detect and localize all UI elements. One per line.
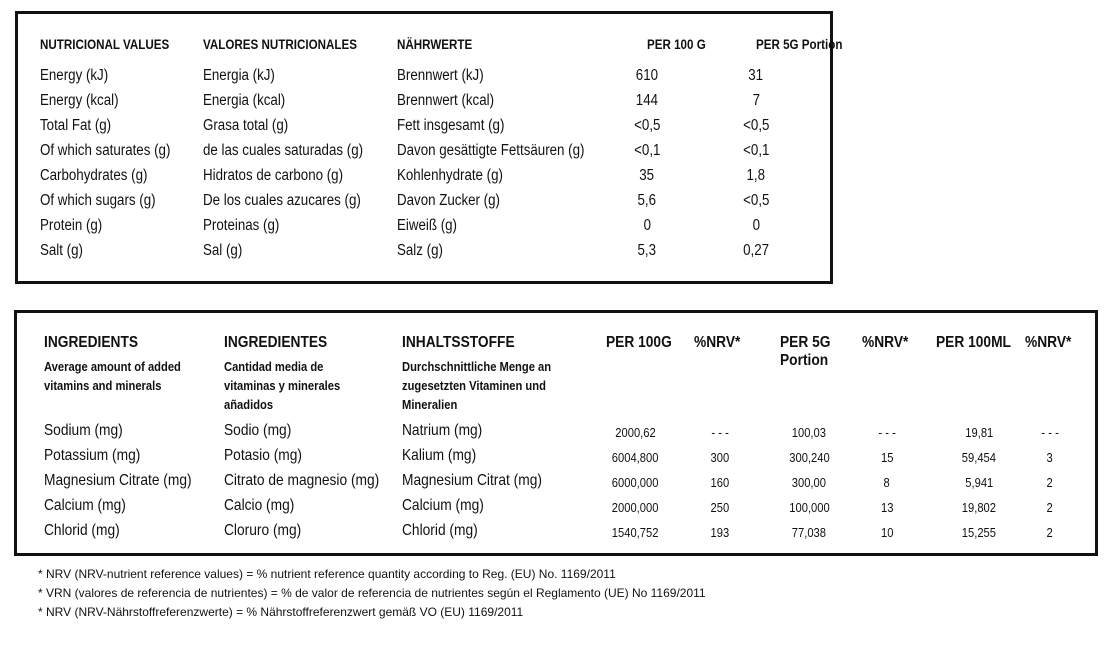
nutrition-cell: 1,8: [746, 167, 766, 184]
ingredients-cell: Kalium (mg): [402, 447, 477, 464]
nutrition-cell: Salz (g): [397, 242, 443, 259]
ingredients-header: INHALTSSTOFFE: [402, 334, 515, 351]
nutrition-cell: 5,3: [637, 242, 657, 259]
nutrition-header: PER 5G Portion: [756, 37, 843, 52]
ingredients-cell: Magnesium Citrat (mg): [402, 472, 542, 489]
nutrition-cell: Salt (g): [40, 242, 83, 259]
ingredients-header: INGREDIENTS: [44, 334, 139, 351]
nutrition-cell: De los cuales azucares (g): [203, 192, 361, 209]
nutrition-cell: Kohlenhydrate (g): [397, 167, 503, 184]
footnote: * NRV (NRV-Nährstoffreferenzwerte) = % Nährstoffreferenzwert gemäß VO (EU) 1169/2011: [38, 605, 524, 619]
ingredients-header: PER 100G: [606, 334, 672, 351]
ingredients-header: %NRV*: [862, 334, 909, 351]
nutrition-cell: Hidratos de carbono (g): [203, 167, 344, 184]
nutrition-cell: 144: [635, 92, 659, 109]
nutrition-cell: Of which sugars (g): [40, 192, 156, 209]
ingredients-cell: Citrato de magnesio (mg): [224, 472, 380, 489]
nutrition-cell: de las cuales saturadas (g): [203, 142, 364, 159]
ingredients-cell: 6000,000: [611, 475, 659, 490]
ingredients-cell: 193: [710, 525, 730, 540]
nutrition-header: NÄHRWERTE: [397, 37, 473, 52]
ingredients-cell: 300,240: [788, 450, 830, 465]
nutrition-cell: <0,5: [633, 117, 661, 134]
ingredients-header: PER 5G Portion: [780, 334, 831, 369]
ingredients-cell: 59,454: [961, 450, 997, 465]
nutrition-table: [15, 11, 843, 284]
ingredients-cell: Natrium (mg): [402, 422, 483, 439]
nutrition-cell: Sal (g): [203, 242, 243, 259]
ingredients-cell: 19,802: [961, 500, 997, 515]
nutrition-cell: Total Fat (g): [40, 117, 112, 134]
nutrition-cell: 35: [639, 167, 655, 184]
nutrition-cell: Of which saturates (g): [40, 142, 171, 159]
nutrition-cell: Energia (kcal): [203, 92, 286, 109]
ingredients-cell: 300: [710, 450, 730, 465]
ingredients-cell: 77,038: [791, 525, 827, 540]
ingredients-cell: 250: [710, 500, 730, 515]
nutrition-cell: Energy (kJ): [40, 67, 109, 84]
ingredients-subheader: Durchschnittliche Menge an zugesetzten Vitaminen und Mineralien: [402, 359, 552, 412]
nutrition-cell: Davon Zucker (g): [397, 192, 500, 209]
ingredients-cell: 2: [1046, 525, 1054, 540]
ingredients-cell: - - -: [711, 425, 729, 440]
ingredients-header: PER 100ML: [936, 334, 1011, 351]
ingredients-cell: - - -: [878, 425, 896, 440]
ingredients-cell: 2: [1046, 500, 1054, 515]
ingredients-cell: 100,000: [788, 500, 830, 515]
ingredients-cell: 1540,752: [611, 525, 659, 540]
ingredients-cell: 300,00: [791, 475, 827, 490]
nutrition-cell: Carbohydrates (g): [40, 167, 148, 184]
ingredients-table: [14, 310, 1098, 556]
nutrition-cell: Protein (g): [40, 217, 103, 234]
ingredients-cell: Calcium (mg): [44, 497, 126, 514]
nutrition-header: VALORES NUTRICIONALES: [203, 37, 357, 52]
nutrition-header: NUTRICIONAL VALUES: [40, 37, 170, 52]
nutrition-cell: 0,27: [743, 242, 769, 259]
ingredients-cell: 3: [1046, 450, 1054, 465]
nutrition-cell: 7: [752, 92, 760, 109]
ingredients-cell: 15: [880, 450, 894, 465]
ingredients-cell: Calcium (mg): [402, 497, 484, 514]
nutrition-cell: Brennwert (kJ): [397, 67, 484, 84]
ingredients-subheader: Cantidad media de vitaminas y minerales añadidos: [224, 359, 341, 412]
ingredients-cell: 2000,000: [611, 500, 659, 515]
ingredients-cell: 160: [710, 475, 730, 490]
nutrition-cell: 5,6: [637, 192, 657, 209]
ingredients-cell: Sodium (mg): [44, 422, 123, 439]
nutrition-cell: Energy (kcal): [40, 92, 119, 109]
nutrition-header: PER 100 G: [647, 37, 706, 52]
ingredients-cell: 100,03: [791, 425, 827, 440]
ingredients-cell: Chlorid (mg): [44, 522, 120, 539]
nutrition-cell: Grasa total (g): [203, 117, 289, 134]
ingredients-cell: Cloruro (mg): [224, 522, 302, 539]
nutrition-cell: <0,5: [742, 192, 770, 209]
ingredients-cell: Magnesium Citrate (mg): [44, 472, 192, 489]
ingredients-header: %NRV*: [1025, 334, 1072, 351]
ingredients-cell: 2: [1046, 475, 1054, 490]
nutrition-cell: Energia (kJ): [203, 67, 275, 84]
ingredients-cell: - - -: [1041, 425, 1059, 440]
ingredients-cell: 15,255: [961, 525, 997, 540]
nutrition-cell: Davon gesättigte Fettsäuren (g): [397, 142, 585, 159]
ingredients-cell: 2000,62: [614, 425, 656, 440]
nutrition-cell: <0,1: [633, 142, 661, 159]
ingredients-header: INGREDIENTES: [224, 334, 328, 351]
ingredients-cell: 6004,800: [611, 450, 659, 465]
ingredients-cell: 5,941: [964, 475, 993, 490]
ingredients-cell: Calcio (mg): [224, 497, 295, 514]
nutrition-cell: <0,5: [742, 117, 770, 134]
ingredients-cell: Potassium (mg): [44, 447, 141, 464]
ingredients-cell: 10: [880, 525, 894, 540]
nutrition-cell: <0,1: [742, 142, 770, 159]
footnote: * VRN (valores de referencia de nutrientes) = % de valor de referencia de nutrientes según el Reglamento (UE) No 1169/2011: [38, 586, 706, 600]
ingredients-subheader: Average amount of added vitamins and minerals: [44, 359, 181, 393]
nutrition-cell: 0: [752, 217, 760, 234]
nutrition-cell: Fett insgesamt (g): [397, 117, 505, 134]
ingredients-cell: 13: [880, 500, 894, 515]
nutrition-cell: Brennwert (kcal): [397, 92, 495, 109]
nutrition-cell: 31: [748, 67, 764, 84]
nutrition-cell: 0: [643, 217, 651, 234]
ingredients-cell: Chlorid (mg): [402, 522, 478, 539]
ingredients-cell: Potasio (mg): [224, 447, 303, 464]
ingredients-header: %NRV*: [694, 334, 741, 351]
ingredients-cell: 19,81: [964, 425, 993, 440]
nutrition-cell: 610: [635, 67, 659, 84]
footnote: * NRV (NRV-nutrient reference values) = % nutrient reference quantity according to Reg. (EU) No. 1169/2011: [38, 567, 616, 581]
nutrition-cell: Eiweiß (g): [397, 217, 457, 234]
ingredients-cell: 8: [883, 475, 891, 490]
nutrition-cell: Proteinas (g): [203, 217, 280, 234]
ingredients-cell: Sodio (mg): [224, 422, 292, 439]
